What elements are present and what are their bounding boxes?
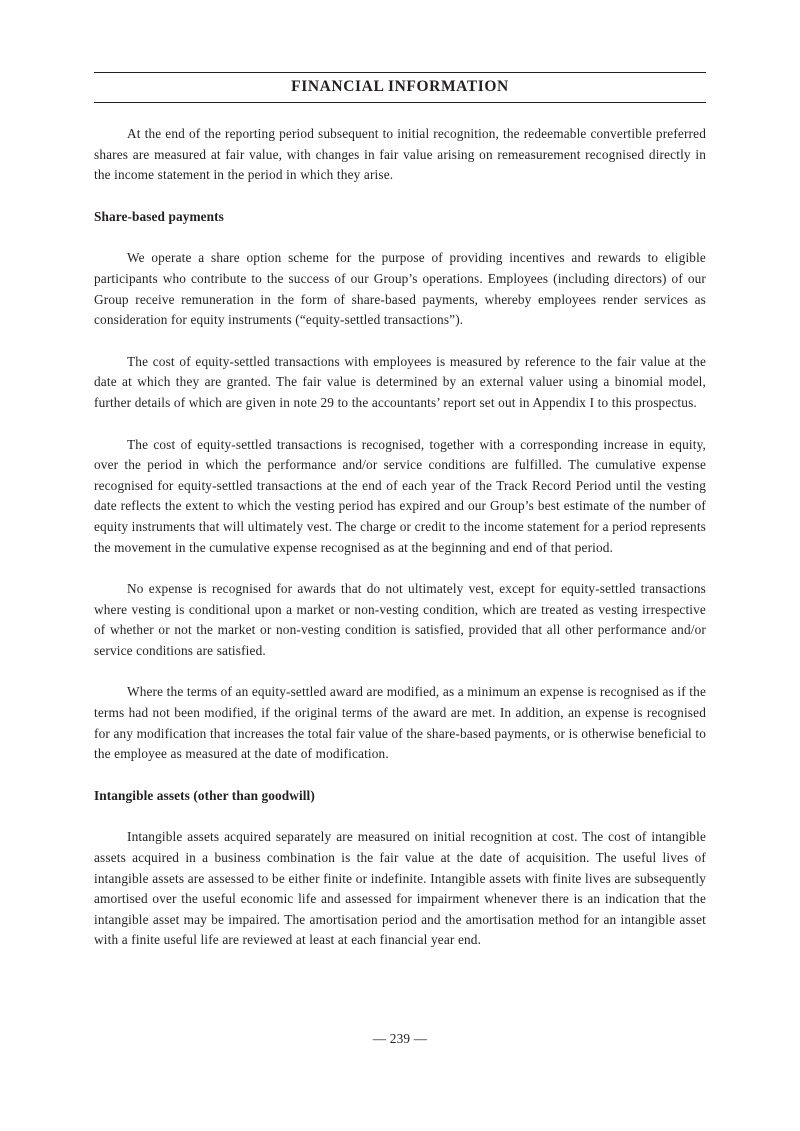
paragraph-cost-measurement: The cost of equity-settled transactions with employees is measured by reference to the fair value at the date at which they are granted. The fair value is determined by an external valuer using a binomial model, further details of which are given in note 29 to the accountants’ report set out in Appendix I to this prospectus.	[94, 353, 706, 410]
header-top-rule	[94, 72, 706, 73]
paragraph-no-expense-awards: No expense is recognised for awards that do not ultimately vest, except for equity-settled transactions where vesting is conditional upon a market or non-vesting condition, which are treated as vesting irrespective of whether or not the market or non-vesting condition is satisfied, provided that all other performance and/or service conditions are satisfied.	[94, 581, 706, 658]
paragraph-cost-recognition: The cost of equity-settled transactions is recognised, together with a corresponding increase in equity, over the period in which the performance and/or service conditions are fulfilled. The cumulative expense recognised for equity-settled transactions at the end of each year of the Track Record Period until the vesting date reflects the extent to which the vesting period has expired and our Group’s best estimate of the number of equity instruments that will ultimately vest. The charge or credit to the income statement for a period represents the movement in the cumulative expense recognised as at the beginning and end of that period.	[94, 436, 706, 555]
page-number: — 239 —	[372, 1031, 428, 1046]
header-bottom-rule	[94, 102, 706, 103]
document-page	[94, 0, 706, 1131]
paragraph-modified-awards: Where the terms of an equity-settled award are modified, as a minimum an expense is recognised as if the terms had not been modified, if the original terms of the award are met. In addition, an expense is recognised for any modification that increases the total fair value of the share-based payments, or is otherwise beneficial to the employee as measured at the date of modification.	[94, 684, 706, 762]
section-heading-intangible-assets: Intangible assets (other than goodwill)	[94, 787, 315, 803]
paragraph-intangible-assets: Intangible assets acquired separately are measured on initial recognition at cost. The cost of intangible assets acquired in a business combination is the fair value at the date of acquisition. The useful lives of intangible assets are assessed to be either finite or indefinite. Intangible assets with finite lives are subsequently amortised over the useful economic life and assessed for impairment whenever there is an indication that the intangible asset may be impaired. The amortisation period and the amortisation method for an intangible asset with a finite useful life are reviewed at least at each financial year end.	[94, 829, 706, 948]
paragraph-share-option-scheme: We operate a share option scheme for the purpose of providing incentives and rewards to eligible participants who contribute to the success of our Group’s operations. Employees (including directors) of our Group receive remuneration in the form of share-based payments, whereby employees render services as consideration for equity instruments (“equity-settled transactions”).	[94, 250, 706, 328]
document-body	[94, 124, 706, 951]
paragraph-preferred-shares-fair-value: At the end of the reporting period subsequent to initial recognition, the redeemable convertible preferred shares are measured at fair value, with changes in fair value arising on remeasurement recognised directly in the income statement in the period in which they arise.	[94, 126, 706, 183]
section-heading-share-based-payments: Share-based payments	[94, 208, 224, 224]
page-header-title: FINANCIAL INFORMATION	[291, 78, 509, 95]
